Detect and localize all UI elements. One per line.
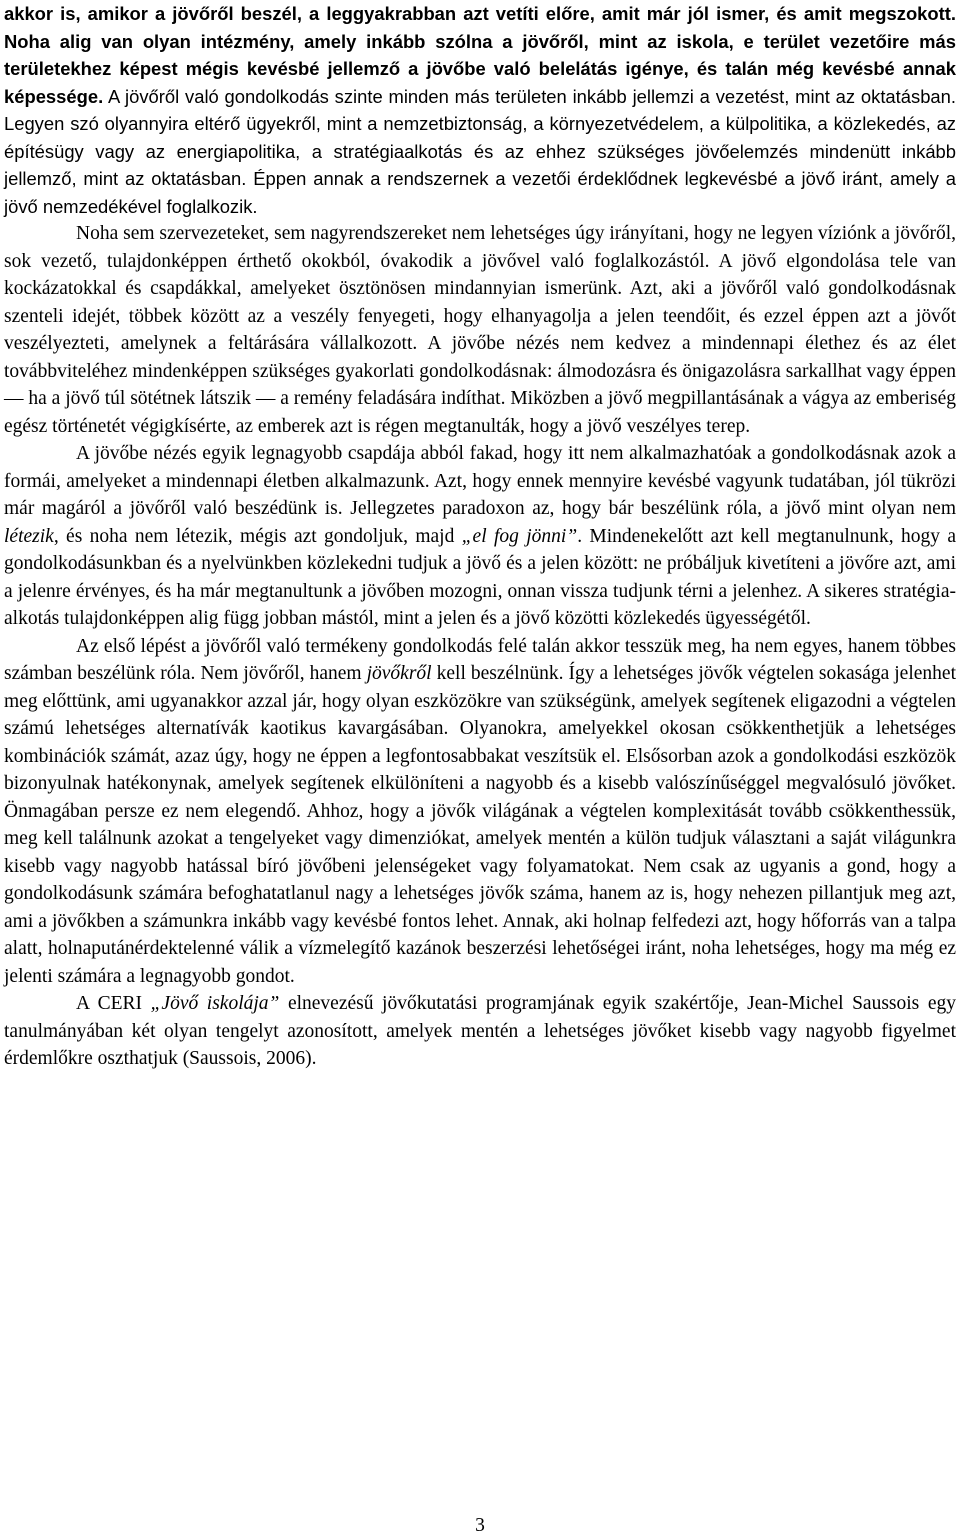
paragraph-5-italic-1: „Jövő iskolája” [150,993,280,1014]
intro-sentence-3: Legyen szó olyannyira eltérő ügyekről, mint a nemzetbiztonság, a környezetvédelem, a külpolitika, a közlekedés, az építésügy vagy az energiapolitika, a stratégiaalkotás és az ehhez szükséges jövőelemzés mindenütt inkább jellemző, mint az oktatásban. [4,113,956,189]
intro-sentence-2: A jövőről való gondolkodás szinte minden más területen inkább jellemzi a vezetést, mint az oktatásban. [103,85,956,107]
paragraph-4-text-1: Az első lépést a jövőről való termékeny gondolkodás felé talán akkor tesszük meg, ha nem egyes, hanem többes számban beszélünk róla. Nem jövőről, hanem [4,635,956,684]
document-page [4,0,956,1073]
paragraph-5-text-2: elnevezésű jövőkutatási programjának egyik szakértője, Jean-Michel Saussois egy tanulmányában két olyan tengelyt azonosított, amelyek mentén a lehetséges jövőket kisebb vagy nagyobb figyelmet érdemlőkre oszthatjuk (Saussois, 2006). [4,993,956,1069]
paragraph-5 [4,990,956,1073]
paragraph-3 [4,440,956,633]
paragraph-3-italic-2: „el fog jönni” [461,525,578,547]
paragraph-5-text-1: A CERI [76,993,151,1014]
paragraph-3-text-2: , és noha nem létezik, mégis azt gondoljuk, majd [53,525,462,547]
page-number: 3 [475,1515,485,1536]
intro-bold-text: akkor is, amikor a jövőről beszél, a leggyakrabban azt vetíti előre, amit már jól ismer, és amit megszokott. Noha alig van olyan intézmény, amely inkább szólna a jövőről, mint az iskola, e terület vezetőire más területekhez képest mégis kevésbé jellemző a jövőbe való belelátás igénye, és talán még kevésbé annak képessége. [4,3,956,107]
intro-paragraph [4,0,956,220]
paragraph-3-text-1: A jövőbe nézés egyik legnagyobb csapdája abból fakad, hogy itt nem alkalmazhatóak a gondolkodásnak azok a formái, amelyeket a mindennapi életben alkalmazunk. Azt, hogy ennek mennyire kevésbé vagyunk tudatában, jól tükrözi már magáról a jövőről való beszédünk is. Jellegzetes paradoxon az, hogy bár beszélünk róla, a jövő mint olyan nem [4,443,956,519]
paragraph-4-italic-1: jövőkről [366,663,432,684]
paragraph-4-text-2: kell beszélnünk. Így a lehetséges jövők végtelen sokasága jelenhet meg előttünk, ami ugyanakkor azzal jár, hogy olyan eszközökre van szükségünk, amelyek segítenek eligazodni a végtelen számú lehetséges alternatívák kaotikus kavargásában. Olyanokra, amelyekkel okosan csökkenthetjük a lehetséges kombinációk számát, azaz úgy, hogy ne éppen a legfontosabbakat veszítsük el. Elsősorban azok a gondolkodási eszközök bizonyulnak hatékonynak, amelyek segítenek elkülöníteni a nagyobb és a kisebb valószínűséggel megvalósuló jövőket. Önmagában persze ez nem elegendő. Ahhoz, hogy a jövők világának a végtelen komplexitását tovább csökkenthessük, meg kell találnunk azokat a tengelyeket vagy dimenziókat, amelyek mentén a külön tudjuk választani a saját világunkra kisebb vagy nagyobb hatással bíró jövőbeni jelenségeket vagy folyamatokat. Nem csak az ugyanis a gond, hogy a gondolkodásunk számára befoghatatlanul nagy a lehetséges jövők száma, hanem az is, hogy nehezen pillantjuk meg azt, ami a jövőkben a számunkra inkább vagy kevésbé fontos lehet. Annak, aki holnap felfedezi azt, hogy hőforrás van a talpa alatt, holnaputánérdektelenné válik a vízmelegítő kazánok beszerzési lehetőségei iránt, noha lehetséges, hogy ma még ez jelenti számára a legnagyobb gondot. [4,663,956,987]
paragraph-3-italic-1: létezik [4,525,54,547]
paragraph-4 [4,633,956,991]
intro-sentence-4: Éppen annak a rendszernek a vezetői érdeklődnek legkevésbé a jövő iránt, amely a jövő nemzedékével foglalkozik. [4,168,956,217]
paragraph-2: Noha sem szervezeteket, sem nagyrendszereket nem lehetséges úgy irányítani, hogy ne legyen víziónk a jövőről, sok vezető, tulajdonképpen érthető okokból, óvakodik a jövővel való foglalkozástól. A jövő elgondolása tele van kockázatokkal és csapdákkal, amelyeket ösztönösen mindannyian ismerünk. Azt, aki a jövőről való gondolkodásnak szenteli idejét, többek között az a veszély fenyegeti, hogy elhanyagolja a jelen teendőit, és ezzel éppen azt a jövőt veszélyezteti, amelynek a feltárására vállalkozott. A jövőbe nézés nem kedvez a mindennapi élethez és az élet továbbviteléhez mindenképpen szükséges gyakorlati gondolkodásnak: álmodozásra és önigazolásra sarkallhat vagy éppen ― ha a jövő túl sötétnek látszik ― a remény feladására indíthat. Miközben a jövő megpillantásának a vágya az emberiség egész történetét végigkísérte, az emberek azt is régen megtanulták, hogy a jövő veszélyes terep. [4,223,956,437]
paragraph-3-text-3: . Mindenekelőtt azt kell megtanulnunk, hogy a gondolkodásunkban és a nyelvünkben közlekedni tudjuk a jövő és a jelen között: ne próbáljuk kivetíteni a jövőre azt, ami a jelenre érvényes, és ha már megtanultunk a jövőben mozogni, onnan vissza tudjunk térni a jelenhez. A sikeres stratégiaalkotás tulajdonképpen alig függ jobban mástól, mint a jelen és a jövő közötti közlekedés ügyességétől. [4,525,956,629]
